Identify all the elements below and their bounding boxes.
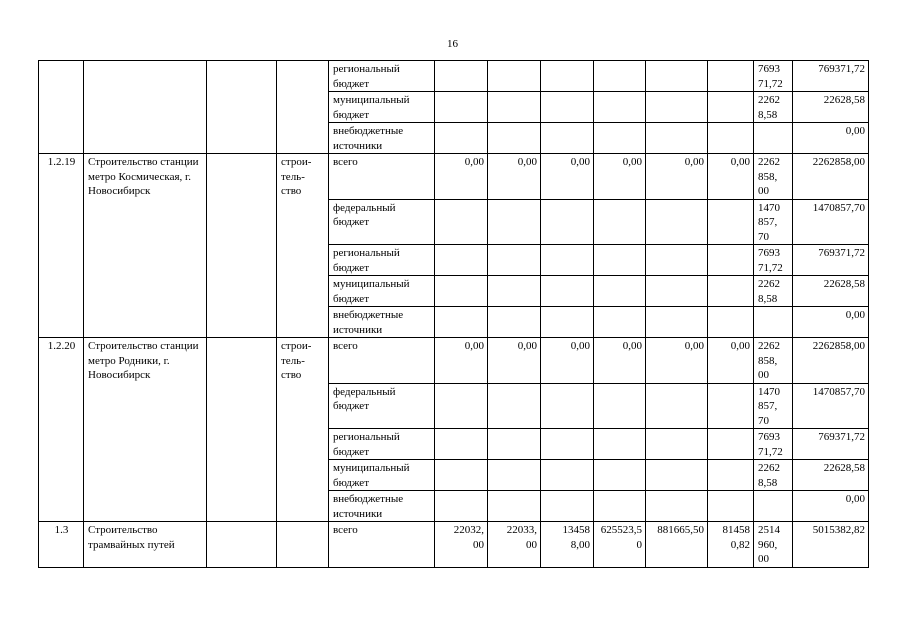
total-value: 5015382,82: [793, 522, 869, 568]
item-kind: строи- тель- ство: [277, 338, 329, 522]
item-performer: [207, 338, 277, 522]
table-row: [39, 522, 869, 568]
year-value: [435, 123, 488, 154]
total-value: 0,00: [793, 123, 869, 154]
year-value: [594, 460, 646, 491]
year-value: [435, 199, 488, 245]
total-value: 1470857,70: [793, 199, 869, 245]
year-value: [646, 276, 708, 307]
year-value: [541, 61, 594, 92]
year-value: [435, 61, 488, 92]
year-value: 0,00: [594, 154, 646, 200]
year-value: [594, 199, 646, 245]
year-value: [708, 491, 754, 522]
year-value: [708, 429, 754, 460]
item-code: 1.3: [39, 522, 84, 568]
year-value: 0,00: [594, 338, 646, 384]
year-value: [594, 276, 646, 307]
year-value: 0,00: [435, 338, 488, 384]
year-value: [541, 276, 594, 307]
year-value: [541, 491, 594, 522]
year-value-narrow: 1470 857, 70: [754, 199, 793, 245]
year-value: [541, 92, 594, 123]
funding-source: федеральный бюджет: [329, 383, 435, 429]
year-value: [488, 199, 541, 245]
year-value: [435, 307, 488, 338]
year-value: [708, 460, 754, 491]
funding-source: всего: [329, 154, 435, 200]
total-value: 22628,58: [793, 460, 869, 491]
year-value: [646, 491, 708, 522]
total-value: 0,00: [793, 491, 869, 522]
year-value: 0,00: [708, 338, 754, 384]
table-row: [39, 154, 869, 200]
year-value: 0,00: [488, 338, 541, 384]
year-value: 13458 8,00: [541, 522, 594, 568]
year-value: [488, 245, 541, 276]
year-value-narrow: [754, 307, 793, 338]
year-value: [646, 123, 708, 154]
year-value: [541, 123, 594, 154]
item-code: 1.2.19: [39, 154, 84, 338]
year-value: [594, 245, 646, 276]
item-performer: [207, 61, 277, 154]
year-value-narrow: 2262 8,58: [754, 92, 793, 123]
year-value: [708, 61, 754, 92]
year-value: [708, 123, 754, 154]
year-value-narrow: 2262 858, 00: [754, 338, 793, 384]
item-name: Строительство станции метро Родники, г. Новосибирск: [84, 338, 207, 522]
year-value: [646, 383, 708, 429]
year-value: 0,00: [708, 154, 754, 200]
year-value: [488, 460, 541, 491]
year-value: [708, 383, 754, 429]
year-value: [435, 92, 488, 123]
year-value: [488, 92, 541, 123]
year-value: 0,00: [646, 338, 708, 384]
year-value: 625523,50: [594, 522, 646, 568]
year-value: [646, 460, 708, 491]
year-value-narrow: [754, 491, 793, 522]
funding-source: региональный бюджет: [329, 245, 435, 276]
funding-source: внебюджетные источники: [329, 123, 435, 154]
year-value: [594, 429, 646, 460]
year-value: 0,00: [541, 338, 594, 384]
funding-source: внебюджетные источники: [329, 307, 435, 338]
year-value: [488, 61, 541, 92]
year-value-narrow: 2262 858, 00: [754, 154, 793, 200]
item-kind: строи- тель- ство: [277, 154, 329, 338]
year-value: [541, 307, 594, 338]
year-value: [646, 92, 708, 123]
year-value-narrow: 1470 857, 70: [754, 383, 793, 429]
year-value: [646, 61, 708, 92]
funding-source: региональный бюджет: [329, 429, 435, 460]
total-value: 2262858,00: [793, 154, 869, 200]
funding-source: всего: [329, 522, 435, 568]
year-value-narrow: 2262 8,58: [754, 460, 793, 491]
funding-source: всего: [329, 338, 435, 384]
total-value: 1470857,70: [793, 383, 869, 429]
item-kind: [277, 61, 329, 154]
year-value: [708, 92, 754, 123]
year-value: [594, 491, 646, 522]
year-value: [488, 429, 541, 460]
page-number: 16: [447, 38, 458, 50]
year-value-narrow: 2514 960, 00: [754, 522, 793, 568]
year-value: [594, 383, 646, 429]
item-code: [39, 61, 84, 154]
year-value: [541, 199, 594, 245]
total-value: 769371,72: [793, 429, 869, 460]
funding-source: федеральный бюджет: [329, 199, 435, 245]
year-value: [708, 307, 754, 338]
year-value: [435, 429, 488, 460]
year-value: [541, 429, 594, 460]
item-name: Строительство станции метро Космическая, г. Новосибирск: [84, 154, 207, 338]
item-name: [84, 61, 207, 154]
funding-source: муниципальный бюджет: [329, 276, 435, 307]
year-value: [708, 276, 754, 307]
year-value: [541, 245, 594, 276]
year-value: [594, 307, 646, 338]
year-value-narrow: 7693 71,72: [754, 429, 793, 460]
year-value: [435, 383, 488, 429]
table-body: [39, 61, 869, 568]
year-value-narrow: 2262 8,58: [754, 276, 793, 307]
year-value: [488, 491, 541, 522]
year-value: 0,00: [646, 154, 708, 200]
year-value: 22032, 00: [435, 522, 488, 568]
total-value: 2262858,00: [793, 338, 869, 384]
year-value: 881665,50: [646, 522, 708, 568]
year-value: [435, 460, 488, 491]
total-value: 0,00: [793, 307, 869, 338]
year-value: [488, 307, 541, 338]
year-value: 0,00: [541, 154, 594, 200]
year-value: [488, 276, 541, 307]
year-value: [488, 383, 541, 429]
year-value: [594, 92, 646, 123]
year-value: [594, 123, 646, 154]
year-value: [435, 245, 488, 276]
total-value: 22628,58: [793, 92, 869, 123]
year-value: [594, 61, 646, 92]
year-value-narrow: 7693 71,72: [754, 61, 793, 92]
total-value: 769371,72: [793, 61, 869, 92]
year-value: 0,00: [488, 154, 541, 200]
year-value: 81458 0,82: [708, 522, 754, 568]
year-value: [708, 199, 754, 245]
year-value: [646, 199, 708, 245]
total-value: 22628,58: [793, 276, 869, 307]
item-kind: [277, 522, 329, 568]
budget-table: [38, 60, 869, 568]
table-row: [39, 338, 869, 384]
year-value: [435, 491, 488, 522]
total-value: 769371,72: [793, 245, 869, 276]
year-value: [646, 245, 708, 276]
year-value: 0,00: [435, 154, 488, 200]
year-value-narrow: [754, 123, 793, 154]
year-value: [646, 307, 708, 338]
year-value: [435, 276, 488, 307]
funding-source: внебюджетные источники: [329, 491, 435, 522]
year-value-narrow: 7693 71,72: [754, 245, 793, 276]
funding-source: муниципальный бюджет: [329, 460, 435, 491]
item-code: 1.2.20: [39, 338, 84, 522]
item-performer: [207, 522, 277, 568]
table-row: [39, 61, 869, 92]
year-value: 22033, 00: [488, 522, 541, 568]
year-value: [488, 123, 541, 154]
year-value: [646, 429, 708, 460]
year-value: [541, 383, 594, 429]
funding-source: муниципальный бюджет: [329, 92, 435, 123]
funding-source: региональный бюджет: [329, 61, 435, 92]
item-name: Строительство трамвайных путей: [84, 522, 207, 568]
year-value: [708, 245, 754, 276]
item-performer: [207, 154, 277, 338]
year-value: [541, 460, 594, 491]
